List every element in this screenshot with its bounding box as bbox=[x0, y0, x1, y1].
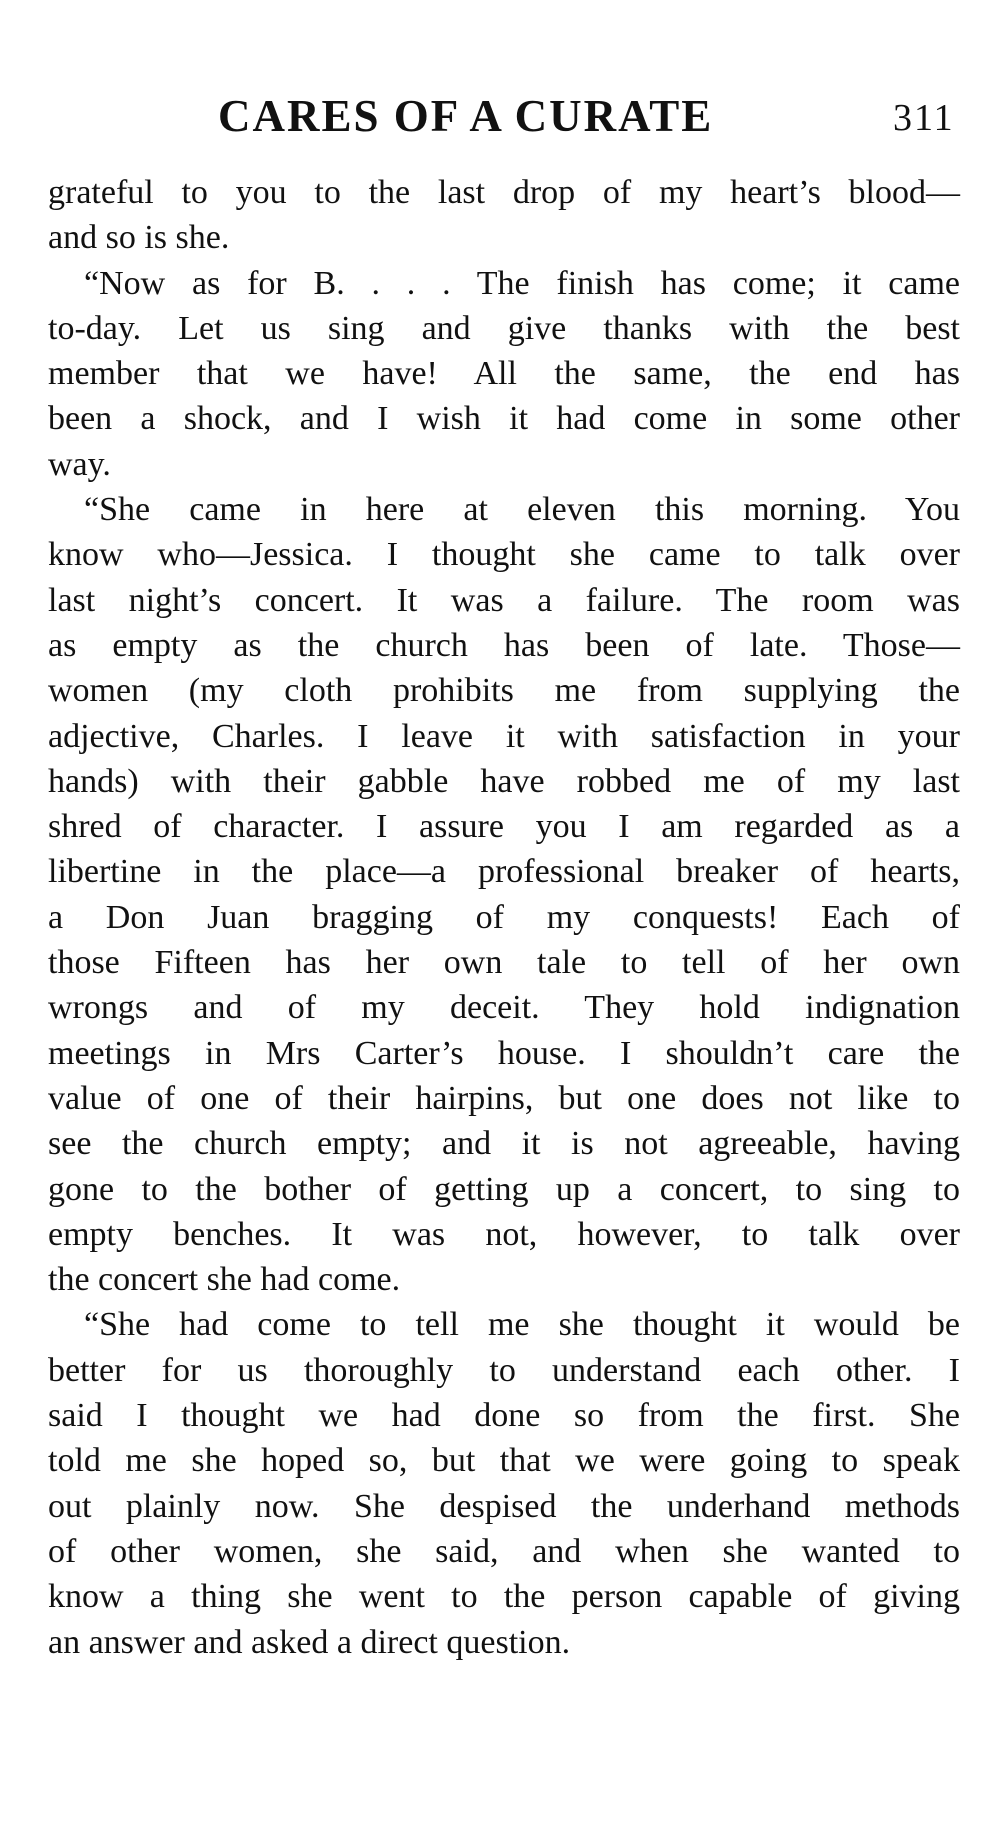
text-line: the concert she had come. bbox=[48, 1261, 401, 1299]
paragraph bbox=[48, 261, 960, 487]
text-line: better for us thoroughly to understand each other. I bbox=[48, 1351, 960, 1389]
text-line: “Now as for B. . . . The finish has come; it came bbox=[84, 264, 960, 302]
text-line: said I thought we had done so from the first. She bbox=[48, 1397, 960, 1435]
text-line: gone to the bother of getting up a concert, to sing to bbox=[48, 1170, 960, 1208]
text-line: empty benches. It was not, however, to talk over bbox=[48, 1215, 960, 1253]
text-line: those Fifteen has her own tale to tell of her own bbox=[48, 944, 960, 982]
text-line: a Don Juan bragging of my conquests! Each of bbox=[48, 898, 960, 936]
text-line: hands) with their gabble have robbed me of my last bbox=[48, 762, 960, 800]
text-line: as empty as the church has been of late. Those— bbox=[48, 626, 960, 664]
text-line: shred of character. I assure you I am regarded as a bbox=[48, 808, 960, 846]
text-line: libertine in the place—a professional breaker of hearts, bbox=[48, 853, 960, 891]
text-line: member that we have! All the same, the end has bbox=[48, 355, 960, 393]
text-line: told me she hoped so, but that we were going to speak bbox=[48, 1442, 960, 1480]
text-line: “She had come to tell me she thought it would be bbox=[84, 1306, 960, 1344]
running-title: CARES OF A CURATE bbox=[218, 91, 714, 141]
text-line: been a shock, and I wish it had come in some other bbox=[48, 400, 960, 438]
running-head bbox=[0, 90, 1000, 150]
text-line: to-day. Let us sing and give thanks with the best bbox=[48, 309, 960, 347]
text-line: women (my cloth prohibits me from supplying the bbox=[48, 672, 960, 710]
paragraph bbox=[48, 170, 960, 261]
text-line: wrongs and of my deceit. They hold indignation bbox=[48, 989, 960, 1027]
body-text bbox=[48, 170, 960, 1665]
paragraph bbox=[48, 487, 960, 1302]
text-line: adjective, Charles. I leave it with satisfaction in your bbox=[48, 717, 960, 755]
text-line: value of one of their hairpins, but one does not like to bbox=[48, 1079, 960, 1117]
paragraph bbox=[48, 1302, 960, 1664]
text-line: see the church empty; and it is not agreeable, having bbox=[48, 1125, 960, 1163]
text-line: an answer and asked a direct question. bbox=[48, 1623, 571, 1661]
text-line: way. bbox=[48, 445, 111, 483]
text-line: know who—Jessica. I thought she came to talk over bbox=[48, 536, 960, 574]
page-number: 311 bbox=[893, 97, 955, 139]
text-line: grateful to you to the last drop of my heart’s blood— bbox=[48, 174, 960, 211]
text-line: know a thing she went to the person capable of giving bbox=[48, 1578, 960, 1616]
text-line: “She came in here at eleven this morning. You bbox=[84, 491, 960, 529]
text-line: meetings in Mrs Carter’s house. I shouldn’t care the bbox=[48, 1034, 960, 1072]
text-line: out plainly now. She despised the underhand methods bbox=[48, 1487, 960, 1525]
text-line: last night’s concert. It was a failure. The room was bbox=[48, 581, 960, 619]
text-line: of other women, she said, and when she wanted to bbox=[48, 1532, 960, 1570]
text-line: and so is she. bbox=[48, 219, 230, 257]
